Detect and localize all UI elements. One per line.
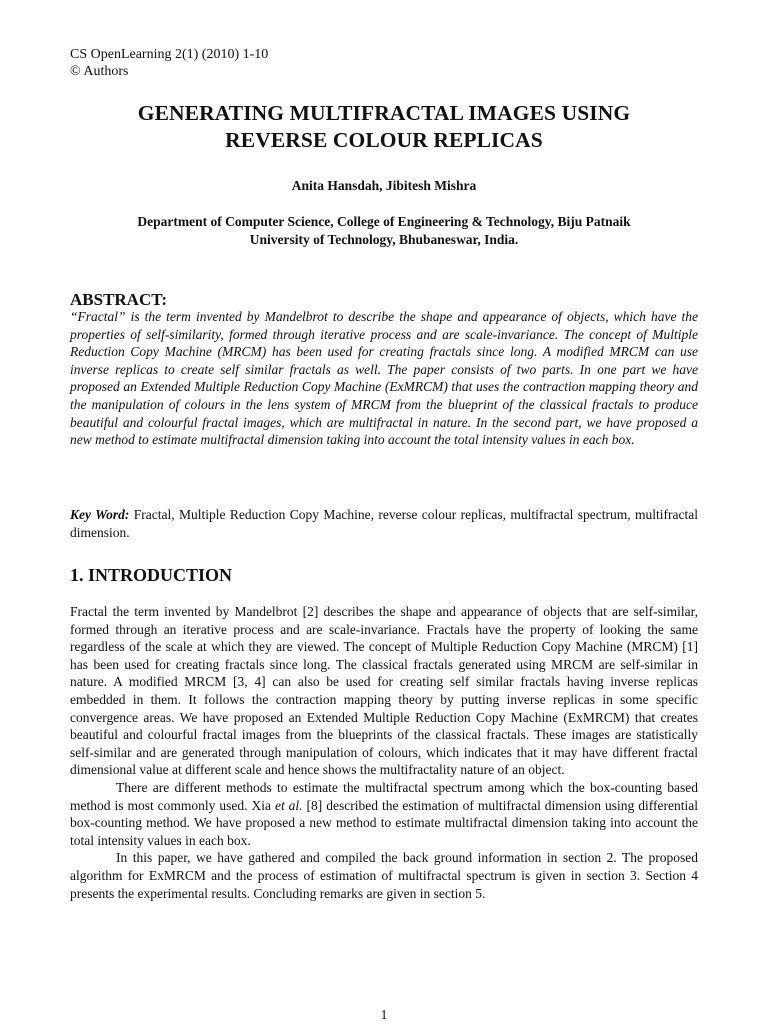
keywords <box>70 506 698 542</box>
keywords-label: Key Word: <box>70 507 130 522</box>
paper-page <box>70 0 698 1024</box>
journal-citation: CS OpenLearning 2(1) (2010) 1-10 <box>70 47 269 62</box>
intro-paragraph-2 <box>70 779 698 849</box>
intro-paragraph-2-text-a: There are different methods to estimate the multifractal spectrum among which the box-counting based method is most commonly used. Xia <box>70 779 698 813</box>
section-heading-introduction: 1. INTRODUCTION <box>70 565 233 585</box>
paper-title-line-1: GENERATING MULTIFRACTAL IMAGES USING <box>137 101 631 125</box>
affiliation-line-1: Department of Computer Science, College of Engineering & Technology, Biju Patnaik <box>137 214 631 229</box>
affiliation-line-2: University of Technology, Bhubaneswar, India. <box>249 232 519 247</box>
intro-paragraph-1-text: Fractal the term invented by Mandelbrot [2] describes the shape and appearance of objects that are self-similar, formed through an iterative process and are scale-invariance. Fractals have the property of looking the same regardless of the scale at which they are viewed. The concept of Multiple Reduction Copy Machine (MRCM) [1] has been used for creating fractals since long. The classical fractals generated using MRCM are self-similar in nature. A modified MRCM [3, 4] can also be used for creating self similar fractals having inverse replicas embedded in them. It follows the contraction mapping theory by putting inverse replicas in some specific convergence areas. We have proposed an Extended Multiple Reduction Copy Machine (ExMRCM) that creates beautiful and colourful fractal images from the blueprints of the classical fractals. These images are statistically self-similar and are generated through manipulation of colours, which indicates that it may have different fractal dimensional value at different scale and hence shows the multifractality nature of an object. <box>70 604 698 778</box>
abstract-body: “Fractal” is the term invented by Mandelbrot to describe the shape and appearance of objects, which have the properties of self-similarity, formed through iterative process and are scale-invariance. The concept of Multiple Reduction Copy Machine (MRCM) has been used for creating fractals since long. A modified MRCM can use inverse replicas to create self similar fractals as well. The paper consists of two parts. In one part we have proposed an Extended Multiple Reduction Copy Machine (ExMRCM) that uses the contraction mapping theory and the manipulation of colours in the lens system of MRCM from the blueprint of the classical fractals to produce beautiful and colourful fractal images, which are multifractal in nature. In the second part, we have proposed a new method to estimate multifractal dimension taking into account the total intensity values in each box. <box>70 309 698 448</box>
paper-title <box>70 100 698 154</box>
paper-title-line-2: REVERSE COLOUR REPLICAS <box>225 128 543 152</box>
paper-authors: Anita Hansdah, Jibitesh Mishra <box>291 178 477 193</box>
journal-header <box>70 46 268 80</box>
copyright-notice: © Authors <box>70 64 129 79</box>
intro-paragraph-1 <box>70 603 698 779</box>
page-number: 1 <box>380 1007 388 1022</box>
intro-paragraph-3-text: In this paper, we have gathered and compiled the back ground information in section 2. The proposed algorithm for ExMRCM and the process of estimation of multifractal spectrum is given in section 3. Section 4 presents the experimental results. Concluding remarks are given in section 5. <box>70 850 698 901</box>
abstract-heading: ABSTRACT: <box>70 290 167 309</box>
intro-paragraph-3 <box>70 849 698 902</box>
keywords-text: Fractal, Multiple Reduction Copy Machine, reverse colour replicas, multifractal spectrum, multifractal dimension. <box>70 507 698 540</box>
introduction-body <box>70 603 698 902</box>
author-affiliation <box>70 213 698 249</box>
citation-et-al: et al. <box>274 797 303 813</box>
intro-paragraph-2-text-b: [8] described the estimation of multifractal dimension using differential box-counting method. We have proposed a new method to estimate multifractal dimension taking into account the total intensity values in each box. <box>70 797 698 848</box>
